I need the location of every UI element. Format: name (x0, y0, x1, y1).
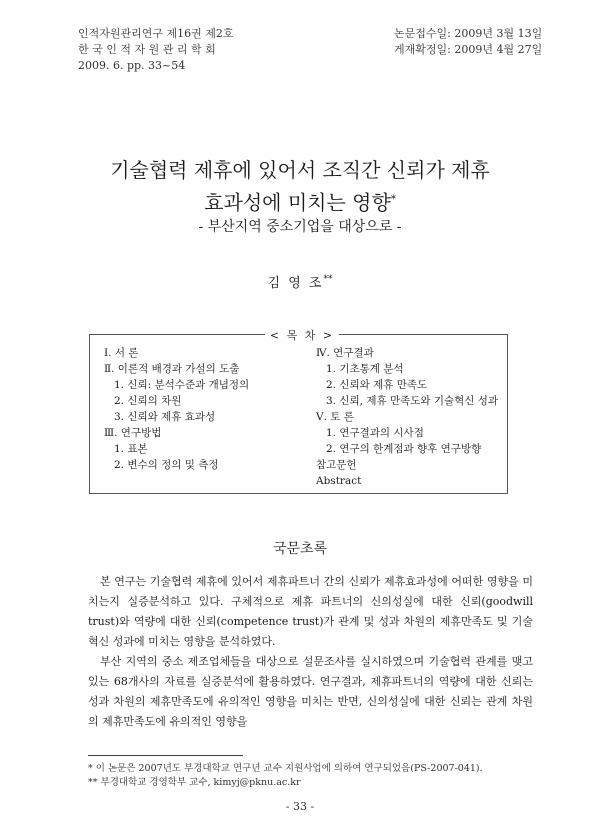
abstract-paragraph-2: 부산 지역의 중소 제조업체들을 대상으로 설문조사를 실시하였으며 기술협력 관계를 맺고 있는 68개사의 자료를 실증분석에 활용하였다. 연구결과, 제휴파트너의 역량에 대한 신뢰는 성과 차원의 제휴만족도에 유의적인 영향을 미치는 반면, 신의성실에 대한 신뢰는 관계 차원의 제휴만족도에 유의적인 영향을 (88, 655, 533, 728)
abstract-body (88, 572, 533, 732)
footnote-1: * 이 논문은 2007년도 부경대학교 연구년 교수 지원사업에 의하여 연구되었음(PS-2007-041). (88, 763, 483, 774)
journal-header (78, 26, 234, 74)
toc-left-column (104, 345, 249, 473)
paper-subtitle: - 부산지역 중소기업을 대상으로 - (198, 219, 402, 235)
toc-item: 참고문헌 (316, 459, 357, 471)
toc-item: 2. 신뢰의 차원 (114, 395, 182, 407)
toc-item: Ⅴ. 토 론 (316, 411, 354, 423)
journal-name: 인적자원관리연구 제16권 제2호 (78, 27, 234, 40)
abstract-paragraph-1: 본 연구는 기술협력 제휴에 있어서 제휴파트너 간의 신뢰가 제휴효과성에 어떠한 영향을 미치는지 실증분석하고 있다. 구체적으로 제휴 파트너의 신의성실에 대한 신뢰(goodwill trust)와 역량에 대한 신뢰(competence trust)가 관계 및 성과 차원의 제휴만족도 및 기술혁신 성과에 미치는 영향을 분석하였다. (88, 575, 533, 648)
issue-info: 2009. 6. pp. 33~54 (78, 59, 186, 72)
toc-item: Ⅰ. 서 론 (104, 347, 139, 359)
author-footnote-mark: ** (323, 274, 333, 285)
toc-item: 1. 연구결과의 시사점 (326, 427, 424, 439)
society-name: 한 국 인 적 자 원 관 리 학 회 (78, 43, 216, 56)
paper-title-line1: 기술협력 제휴에 있어서 조직간 신뢰가 제휴 (110, 158, 490, 182)
paper-title-line2-text: 효과성에 미치는 영향 (204, 190, 391, 215)
toc-item: 1. 기초통계 분석 (326, 363, 404, 375)
submission-dates (394, 26, 542, 58)
toc-item: Ⅱ. 이론적 배경과 가설의 도출 (104, 363, 240, 375)
accepted-date: 게재확정일: 2009년 4월 27일 (394, 43, 543, 56)
toc-item: 3. 신뢰와 제휴 효과성 (114, 411, 216, 423)
toc-item: 2. 신뢰와 제휴 만족도 (326, 379, 428, 391)
paper-title-line2 (0, 184, 600, 219)
abstract-heading: 국문초록 (272, 541, 328, 557)
author (0, 272, 600, 291)
toc-item: Ⅳ. 연구결과 (316, 347, 374, 359)
toc-item: Abstract (316, 475, 362, 487)
author-name: 김 영 조 (267, 276, 324, 291)
toc-item: 2. 변수의 정의 및 측정 (114, 459, 219, 471)
toc-item: 3. 신뢰, 제휴 만족도와 기술혁신 성과 (326, 395, 499, 407)
toc-item: 2. 연구의 한계점과 향후 연구방향 (326, 443, 482, 455)
footnote-divider (88, 755, 243, 756)
page-number: - 33 - (285, 800, 315, 813)
toc-item: 1. 신뢰: 분석수준과 개념정의 (114, 379, 250, 391)
footnote-2: ** 부경대학교 경영학부 교수, kimyj@pknu.ac.kr (88, 777, 301, 788)
toc-right-column (316, 345, 498, 489)
toc-title: < 목 차 > (265, 327, 339, 343)
title-footnote-mark: * (390, 194, 396, 205)
toc-item: Ⅲ. 연구방법 (104, 427, 162, 439)
footnotes (88, 762, 528, 790)
toc-item: 1. 표본 (114, 443, 148, 455)
received-date: 논문접수일: 2009년 3월 13일 (394, 27, 543, 40)
